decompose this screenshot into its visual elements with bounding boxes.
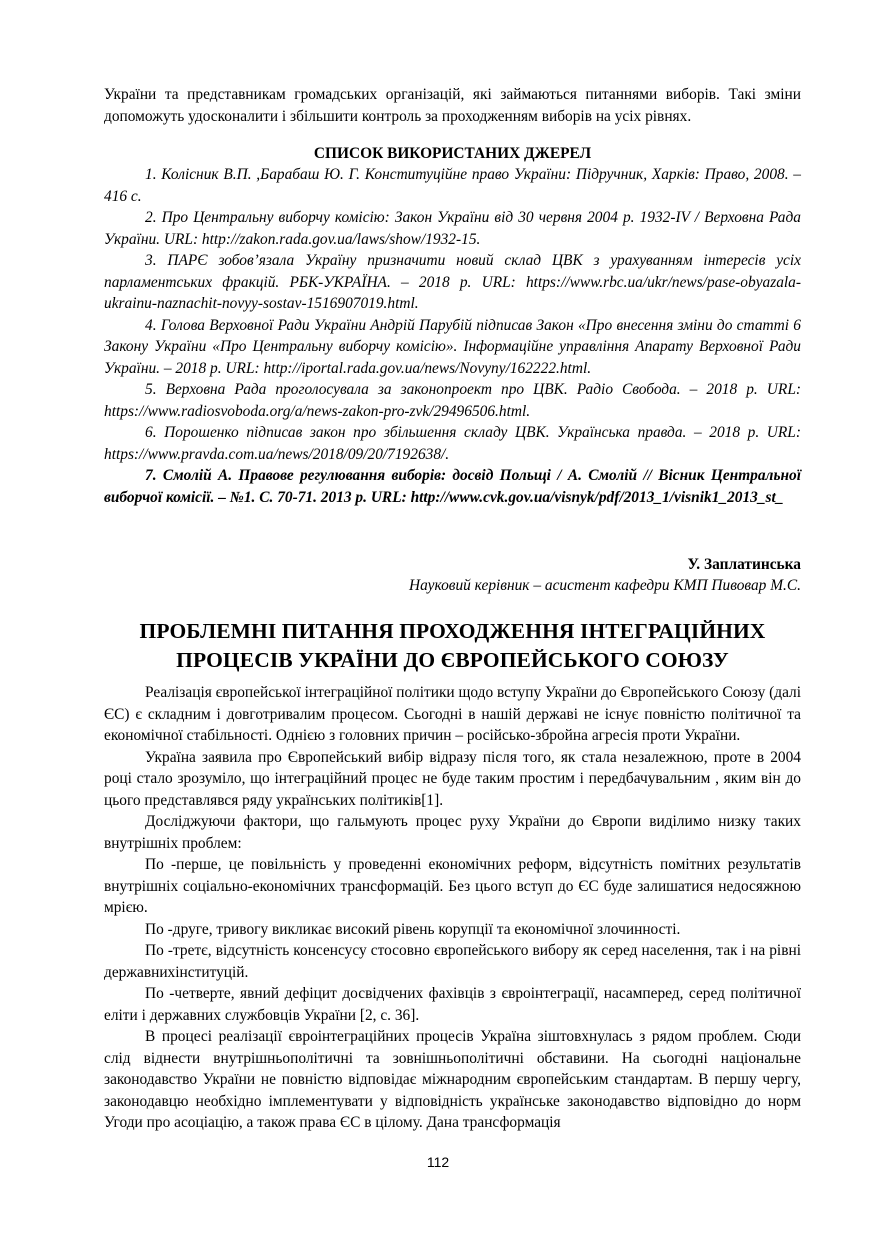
author-block <box>104 554 801 596</box>
article-paragraph: По -перше, це повільність у проведенні економічних реформ, відсутність помітних результатів внутрішніх соціально-економічних трансформацій. Без цього вступ до ЄС буде залишатися недосяжною мрією. <box>104 856 801 916</box>
intro-block <box>104 84 801 127</box>
reference-item: 7. Смолій А. Правове регулювання виборів: досвід Польщі / А. Смолій // Вісник Центральної виборчої комісії. – №1. С. 70-71. 2013 р. URL: http://www.cvk.gov.ua/visnyk/pdf/2013_1/visnik1_2013_st_ <box>104 467 801 506</box>
article-paragraph: В процесі реалізації євроінтеграційних процесів Україна зіштовхнулась з рядом проблем. Сюди слід віднести внутрішньополітичні та зовнішньополітичні обставини. На сьогодні національне законодавство України не повністю відповідає міжнародним європейським стандартам. В першу чергу, законодавцю необхідно імплементувати у відповідність українське законодавство відповідно до норм Угоди про асоціацію, а також права ЄС в цілому. Дана трансформація <box>104 1028 801 1131</box>
author-name: У. Заплатинська <box>687 556 801 573</box>
article-paragraph: По -друге, тривогу викликає високий рівень корупції та економічної злочинності. <box>145 920 681 938</box>
author-supervisor: Науковий керівник – асистент кафедри КМП Пивовар М.С. <box>409 577 801 594</box>
reference-item: 3. ПАРЄ зобов’язала Україну призначити новий склад ЦВК з урахуванням інтересів усіх парламентських фракцій. РБК-УКРАЇНА. – 2018 р. URL: https://www.rbc.ua/ukr/news/pase-obyazala-ukrainu-naznachit-novyy-sostav-1516907019.html. <box>104 252 801 312</box>
reference-item: 5. Верховна Рада проголосувала за законопроект про ЦВК. Радіо Свобода. – 2018 р. URL: https://www.radiosvoboda.org/a/news-zakon-pro-zvk/29496506.html. <box>104 381 801 420</box>
article-paragraph: По -четверте, явний дефіцит досвідчених фахівців з євроінтеграції, насамперед, серед політичної еліти і державних службовців України [2, с. 36]. <box>104 985 801 1024</box>
reference-item: 1. Колісник В.П. ,Барабаш Ю. Г. Конституційне право України: Підручник, Харків: Право, 2008. – 416 с. <box>104 166 801 205</box>
reference-item: 2. Про Центральну виборчу комісію: Закон України від 30 червня 2004 р. 1932-IV / Верховна Рада України. URL: http://zakon.rada.gov.ua/laws/show/1932-15. <box>104 209 801 248</box>
article-body <box>104 682 801 1134</box>
article-title-line: ПРОЦЕСІВ УКРАЇНИ ДО ЄВРОПЕЙСЬКОГО СОЮЗУ <box>176 648 729 672</box>
article-paragraph: Досліджуючи фактори, що гальмують процес руху України до Європи виділимо низку таких внутрішніх проблем: <box>104 813 801 852</box>
page-number: 112 <box>426 1154 450 1170</box>
article-title <box>104 617 801 675</box>
reference-item: 4. Голова Верховної Ради України Андрій Парубій підписав Закон «Про внесення зміни до статті 6 Закону України «Про Центральну виборчу комісію». Інформаційне управління Апарату Верховної Ради України. – 2018 р. URL: http://iportal.rada.gov.ua/news/Novyny/162222.html. <box>104 316 801 377</box>
intro-paragraph: України та представникам громадських організацій, які займаються питаннями виборів. Такі зміни допоможуть удосконалити і збільшити контроль за проходженням виборів на усіх рівнях. <box>104 86 801 125</box>
article-paragraph: Україна заявила про Європейський вибір відразу після того, як стала незалежною, проте в 2004 році стало зрозуміло, що інтеграційний процес не буде таким простим і передбачувальним , яким він до цього представлявся ряду українських політиків[1]. <box>104 748 801 809</box>
article-title-line: ПРОБЛЕМНІ ПИТАННЯ ПРОХОДЖЕННЯ ІНТЕГРАЦІЙНИХ <box>139 619 766 643</box>
article-paragraph: По -третє, відсутність консенсусу стосовно європейського вибору як серед населення, так і на рівні державнихінституцій. <box>104 942 801 981</box>
reference-item: 6. Порошенко підписав закон про збільшення складу ЦВК. Українська правда. – 2018 р. URL: https://www.pravda.com.ua/news/2018/09/20/7192638/. <box>104 424 801 463</box>
references-section <box>104 143 801 508</box>
references-heading: СПИСОК ВИКОРИСТАНИХ ДЖЕРЕЛ <box>313 145 592 162</box>
article-paragraph: Реалізація європейської інтеграційної політики щодо вступу України до Європейського Союзу (далі ЄС) є складним і довготривалим процесом. Сьогодні в нашій державі не існує повністю політичної та економічної стабільності. Однією з головних причин – російсько-збройна агресія проти України. <box>104 684 801 744</box>
